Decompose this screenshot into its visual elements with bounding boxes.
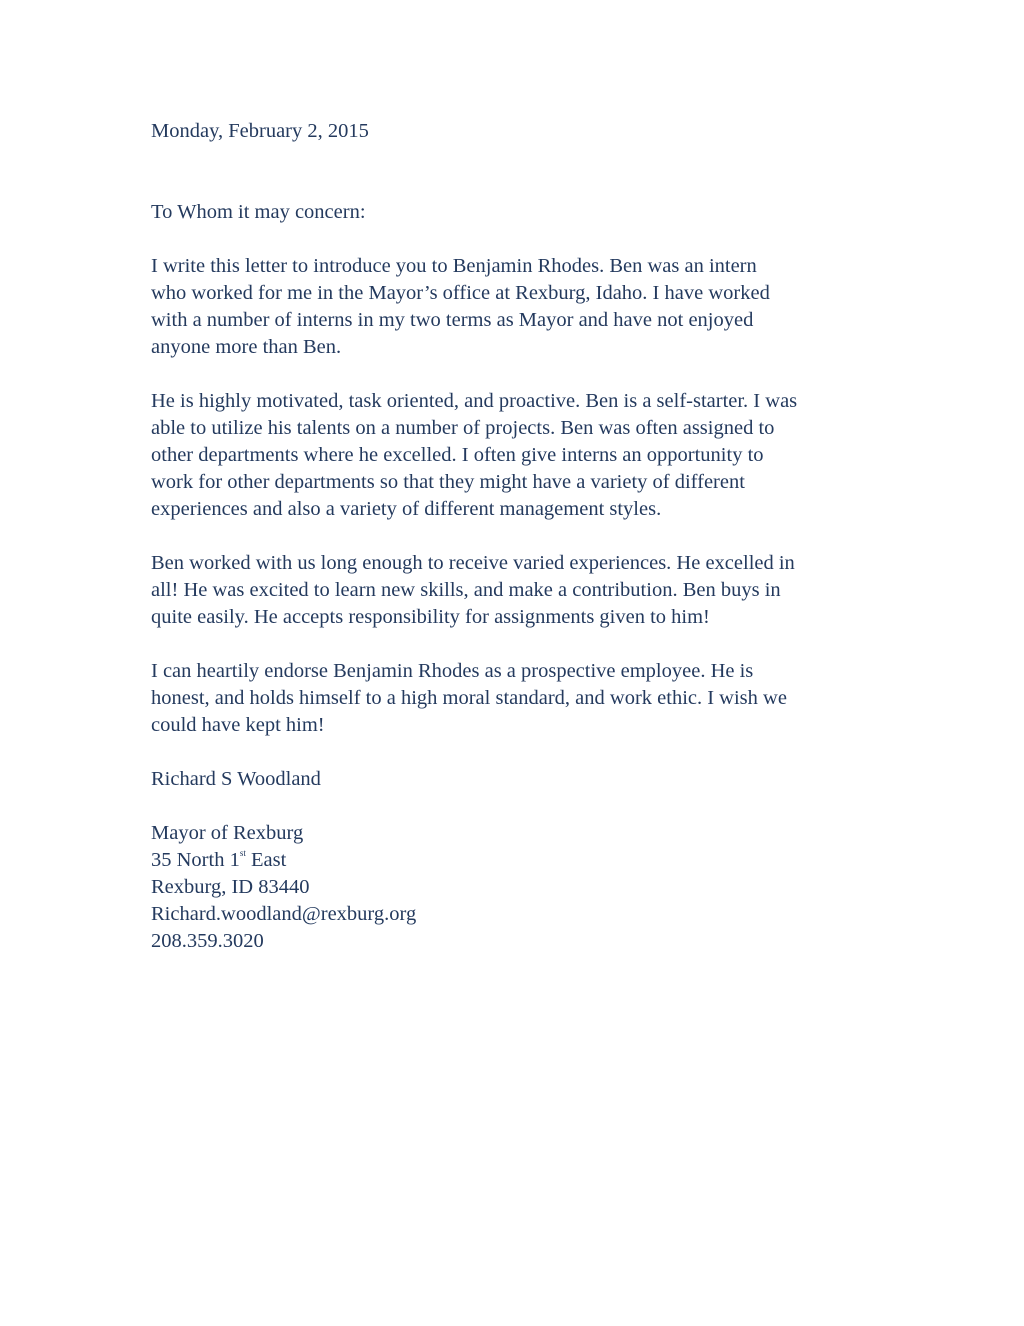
signature-block — [151, 820, 891, 955]
signature-email: Richard.woodland@rexburg.org — [151, 903, 417, 925]
paragraph-line: quite easily. He accepts responsibility for assignments given to him! — [151, 606, 710, 628]
paragraph-line: I write this letter to introduce you to Benjamin Rhodes. Ben was an intern — [151, 255, 757, 277]
paragraph-experience — [151, 550, 891, 631]
paragraph-line: honest, and holds himself to a high moral standard, and work ethic. I wish we — [151, 687, 787, 709]
paragraph-line: with a number of interns in my two terms as Mayor and have not enjoyed — [151, 309, 754, 331]
signature-street — [151, 847, 891, 874]
paragraph-line: anyone more than Ben. — [151, 336, 342, 358]
signature-phone: 208.359.3020 — [151, 930, 264, 952]
street-end: East — [245, 849, 287, 871]
paragraph-line: He is highly motivated, task oriented, and proactive. Ben is a self-starter. I was — [151, 390, 798, 412]
signature-city: Rexburg, ID 83440 — [151, 876, 310, 898]
paragraph-line: work for other departments so that they might have a variety of different — [151, 471, 745, 493]
paragraph-line: experiences and also a variety of different management styles. — [151, 498, 662, 520]
paragraph-line: able to utilize his talents on a number of projects. Ben was often assigned to — [151, 417, 775, 439]
letter-salutation: To Whom it may concern: — [151, 201, 366, 223]
paragraph-line: could have kept him! — [151, 714, 325, 736]
paragraph-endorsement — [151, 658, 891, 739]
letter-body — [151, 118, 891, 955]
paragraph-introduction — [151, 253, 891, 361]
paragraph-line: who worked for me in the Mayor’s office at Rexburg, Idaho. I have worked — [151, 282, 770, 304]
street-ordinal-suffix: st — [239, 848, 246, 859]
paragraph-line: I can heartily endorse Benjamin Rhodes as a prospective employee. He is — [151, 660, 754, 682]
paragraph-line: other departments where he excelled. I often give interns an opportunity to — [151, 444, 764, 466]
paragraph-line: all! He was excited to learn new skills, and make a contribution. Ben buys in — [151, 579, 781, 601]
paragraph-qualities — [151, 388, 891, 523]
paragraph-line: Ben worked with us long enough to receive varied experiences. He excelled in — [151, 552, 795, 574]
signature-name: Richard S Woodland — [151, 768, 321, 790]
signature-title: Mayor of Rexburg — [151, 822, 304, 844]
street-prefix: 35 North 1 — [151, 849, 240, 871]
letter-date: Monday, February 2, 2015 — [151, 120, 369, 142]
